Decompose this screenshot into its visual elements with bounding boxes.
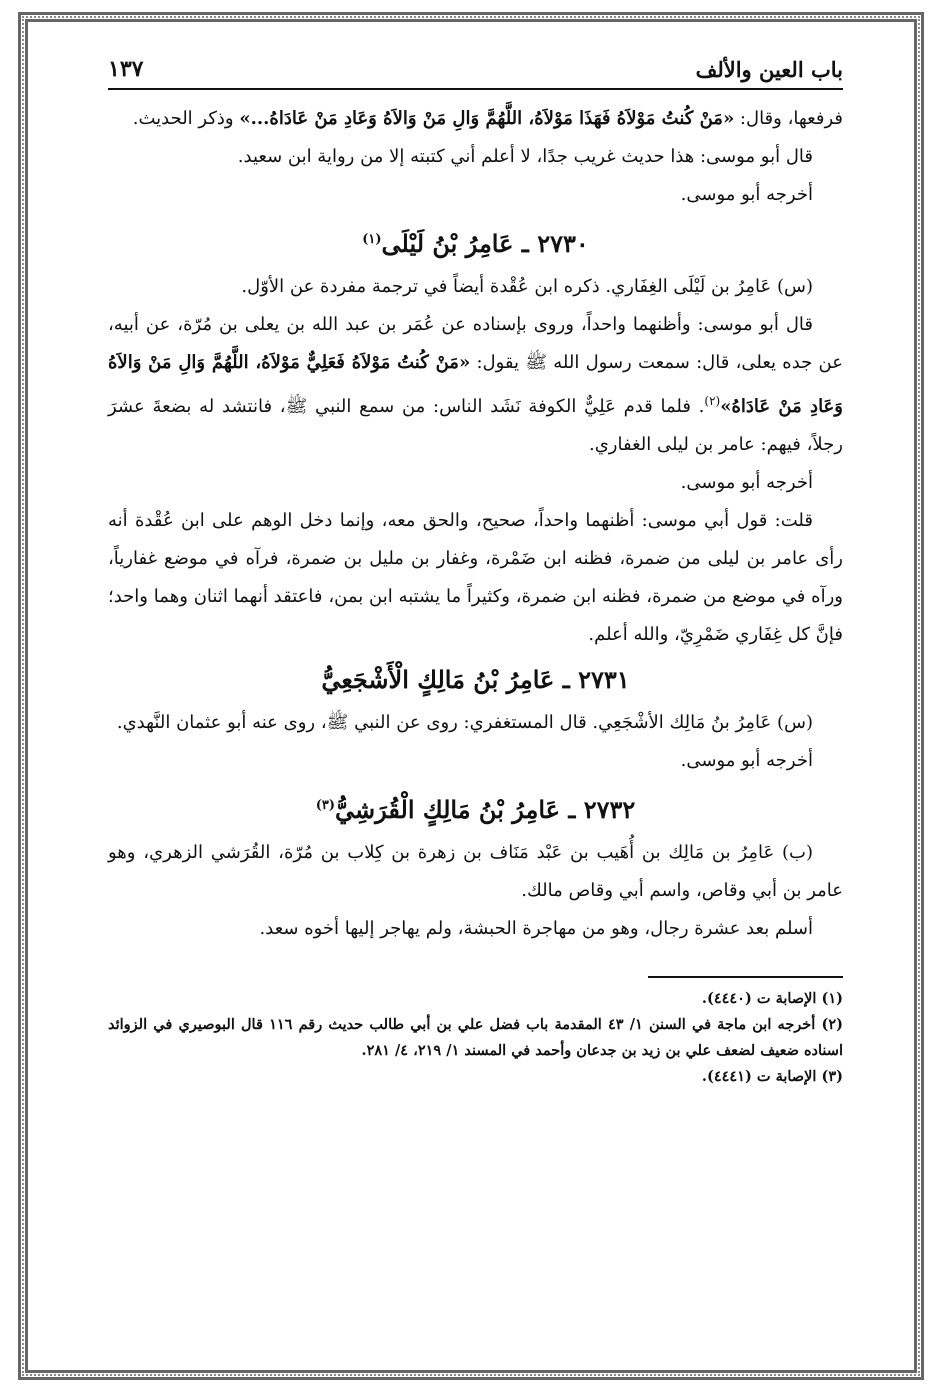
footnote: (٢) أخرجه ابن ماجة في السنن ١/ ٤٣ المقدمة باب فضل علي بن أبي طالب حديث رقم ١١٦ قال البوصيري في الزوائد اسناده ضعيف لضعف علي بن زيد بن جدعان وأحمد في المسند ١/ ٢١٩، ٤/ ٢٨١. <box>108 1016 843 1059</box>
text: . فلما قدم عَلِيٌّ الكوفة نَشَد الناس: من سمع النبي ﷺ، فانتشد له بضعةَ عشرَ رجلاً، فيهم: عامر بن ليلى الغفاري. <box>108 396 843 455</box>
paragraph: أخرجه أبو موسى. <box>680 472 813 493</box>
paragraph: (ب) عَامِرُ بن مَالِك بن أُهَيب بن عَبْد مَنَاف بن زهرة بن كِلاب بن مُرّة، القُرَشي الزهري، وهو عامر بن أبي وقاص، واسم أبي وقاص مالك. <box>108 842 843 901</box>
text: قال أبو موسى: وأظنهما واحداً، وروى بإسناده عن عُمَر بن عبد الله بن يعلى بن مُرّة، عن أبيه، عن جده يعلى، قال: سمعت رسول الله ﷺ يقول: <box>108 314 843 373</box>
paragraph: (س) عَامِرُ بن لَيْلَى الغِفَاري. ذكره ابن عُقْدة أيضاً في ترجمة مفردة عن الأوّل. <box>241 276 813 297</box>
page-header <box>108 48 843 90</box>
paragraph: أسلم بعد عشرة رجال، وهو من مهاجرة الحبشة، ولم يهاجر إليها أخوه سعد. <box>259 918 813 939</box>
paragraph: قال أبو موسى: هذا حديث غريب جدًا، لا أعلم أني كتبته إلا من رواية ابن سعيد. <box>237 146 813 167</box>
text: وذكر الحديث. <box>132 108 240 129</box>
paragraph: أخرجه أبو موسى. <box>680 184 813 205</box>
paragraph <box>108 306 843 464</box>
chapter-title: باب العين والألف <box>695 57 843 82</box>
entry-heading-2730 <box>108 218 843 266</box>
heading-text: ٢٧٣٠ ـ عَامِرُ بْنُ لَيْلَى <box>381 229 589 258</box>
heading-text: ٢٧٣١ ـ عَامِرُ بْنُ مَالِكٍ الْأَشْجَعِيُّ <box>321 665 630 694</box>
heading-text: ٢٧٣٢ ـ عَامِرُ بْنُ مَالِكٍ الْقُرَشِيُّ <box>335 795 636 824</box>
footnotes <box>108 986 843 1090</box>
hadith-quote: «مَنْ كُنتُ مَوْلاَهُ فَهَذَا مَوْلاَهُ، اللَّهُمَّ وَالِ مَنْ وَالاَهُ وَعَادِ مَنْ عَادَاهُ...» <box>239 108 735 129</box>
paragraph <box>108 100 843 138</box>
footnote-ref: (٢) <box>704 394 721 408</box>
paragraph: قلت: قول أبي موسى: أظنهما واحداً، صحيح، والحق معه، وإنما دخل الوهم على ابن عُقْدة أنه رأى عامر بن ليلى من ضمرة، فظنه ابن ضَمْرة، وغفار بن مليل بن ضمرة، فرآه في موضع غفارياً، ورآه في موضع من ضمرة، فظنه ابن ضمرة، وكثيراً ما يشتبه ابن بمن، فاعتقد أنهما اثنان وهما واحد؛ فإنَّ كل غِفَاري ضَمْرِيّ، والله أعلم. <box>108 510 843 645</box>
footnote-ref: (١) <box>362 232 382 247</box>
paragraph: (س) عَامِرُ بنُ مَالِك الأشْجَعِي. قال المستغفري: روى عن النبي ﷺ، روى عنه أبو عثمان النَّهدي. <box>116 712 813 733</box>
footnote-ref: (٣) <box>315 798 336 813</box>
footnote: (٣) الإصابة ت (٤٤٤١). <box>701 1068 843 1085</box>
page-content <box>108 48 843 1090</box>
page-number: ١٣٧ <box>108 56 144 82</box>
paragraph: أخرجه أبو موسى. <box>680 750 813 771</box>
footnote-divider <box>648 976 843 978</box>
text: فرفعها، وقال: <box>734 108 843 129</box>
entry-heading-2732 <box>108 784 843 832</box>
footnote: (١) الإصابة ت (٤٤٤٠). <box>701 990 843 1007</box>
hadith-quote: «مَنْ كُنتُ مَوْلاَهُ فَعَلِيٌّ مَوْلاَهُ، اللَّهُمَّ وَالِ مَنْ وَالاَهُ وَعَادِ مَنْ عَادَاهُ» <box>108 352 843 417</box>
entry-heading-2731 <box>108 658 843 702</box>
